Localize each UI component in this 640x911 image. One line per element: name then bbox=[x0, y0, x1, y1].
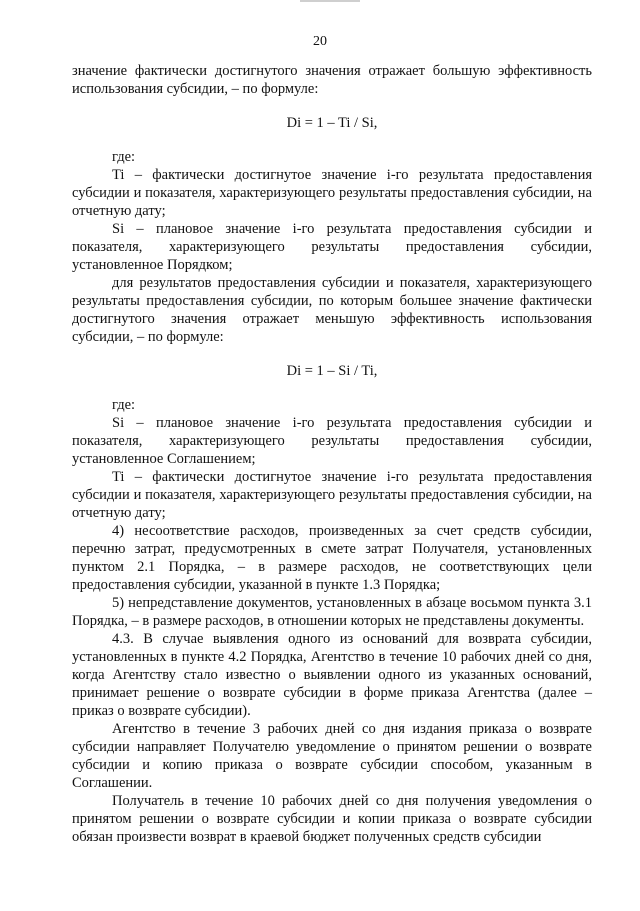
paragraph-si-definition-2: Si – плановое значение i-го результата предоставления субсидии и показателя, характеризующего результаты предоставления субсидии, установленное Соглашением; bbox=[72, 415, 592, 467]
document-body bbox=[72, 62, 592, 846]
paragraph-1: значение фактически достигнутого значения отражает большую эффективность использования субсидии, – по формуле: bbox=[72, 63, 592, 97]
paragraph-ti-definition-1: Ti – фактически достигнутое значение i-го результата предоставления субсидии и показателя, характеризующего результаты предоставления субсидии, на отчетную дату; bbox=[72, 167, 592, 219]
formula-2: Di = 1 – Si / Ti, bbox=[286, 363, 378, 379]
paragraph-recipient-return: Получатель в течение 10 рабочих дней со дня получения уведомления о принятом решении о возврате субсидии и копии приказа о возврате субсидии обязан произвести возврат в краевой бюджет полученных средств субсидии bbox=[72, 793, 592, 845]
paragraph-4-3: 4.3. В случае выявления одного из оснований для возврата субсидии, установленных в пункте 4.2 Порядка, Агентство в течение 10 рабочих дней со дня, когда Агентству стало известно о выявлении одного из указанных оснований, принимает решение о возврате субсидии в форме приказа Агентства (далее – приказ о возврате субсидии). bbox=[72, 631, 592, 719]
paragraph-ti-definition-2: Ti – фактически достигнутое значение i-го результата предоставления субсидии и показателя, характеризующего результаты предоставления субсидии, на отчетную дату; bbox=[72, 469, 592, 521]
where-label-1: где: bbox=[112, 149, 136, 165]
page-number: 20 bbox=[313, 34, 327, 49]
paragraph-2: для результатов предоставления субсидии и показателя, характеризующего результаты предоставления субсидии, по которым большее значение фактически достигнутого значения отражает меньшую эффективность использования субсидии, – по формуле: bbox=[72, 275, 592, 345]
paragraph-si-definition-1: Si – плановое значение i-го результата предоставления субсидии и показателя, характеризующего результаты предоставления субсидии, установленное Порядком; bbox=[72, 221, 592, 273]
formula-1: Di = 1 – Ti / Si, bbox=[286, 115, 378, 131]
scan-edge-mark bbox=[300, 0, 360, 2]
paragraph-agency-notice: Агентство в течение 3 рабочих дней со дня издания приказа о возврате субсидии направляет Получателю уведомление о принятом решении о возврате субсидии и копию приказа о возврате субсидии способом, указанным в Соглашении. bbox=[72, 721, 592, 791]
list-item-4: 4) несоответствие расходов, произведенных за счет средств субсидии, перечню затрат, предусмотренных в смете затрат Получателя, установленных пунктом 2.1 Порядка, – в размере расходов, не соответствующих цели предоставления субсидии, указанной в пункте 1.3 Порядка; bbox=[72, 523, 592, 593]
list-item-5: 5) непредставление документов, установленных в абзаце восьмом пункта 3.1 Порядка, – в размере расходов, в отношении которых не представлены документы. bbox=[72, 595, 592, 629]
where-label-2: где: bbox=[112, 397, 136, 413]
